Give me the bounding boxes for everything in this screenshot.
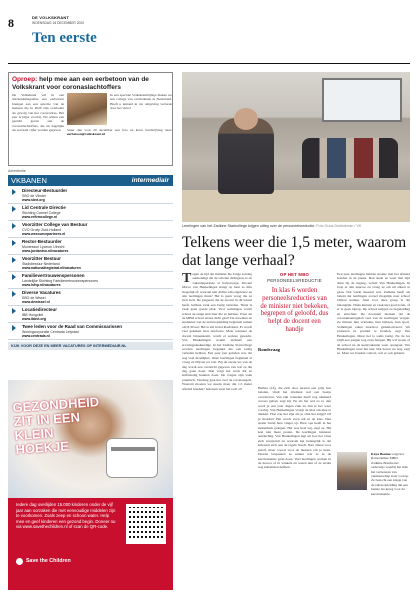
vacancy-url[interactable]: www.lsfvp.nl/vacatures (22, 282, 61, 287)
arrow-icon (12, 274, 16, 280)
qr-code-pattern (129, 507, 163, 541)
photo-window (322, 78, 402, 122)
article-headline: Telkens weer die 1,5 meter, waarom dat lange verhaal? (182, 234, 407, 269)
article-column-3 (337, 272, 410, 590)
vacancy-org: Stichting Carmel College (22, 210, 61, 215)
vacancy-item[interactable] (8, 272, 173, 289)
vacancy-org: Stadsbestuur Nederland (22, 261, 60, 266)
vacancy-title: Rector-Bestuurder (22, 239, 62, 244)
oproep-title (12, 76, 172, 91)
vacancy-url[interactable]: www.centrada.nl (22, 333, 50, 338)
save-the-children-ad[interactable] (8, 380, 173, 590)
author-name: Kaya Bouma (371, 452, 391, 456)
vacancy-item[interactable] (8, 306, 173, 323)
vacancy-title: Diverse Vacatures (22, 290, 61, 295)
column-2-text: Hamza (16), die zich door leraren een prijs laat betalen, vindt het allemaal wel een beetje overdreven. Van zijn vrienden heeft nog niemand corona gehad, zegt hij. En als het wel zo is, dan word je een paar dagen ziek en dan is het weer voorbij. Van Heukelingen vraagt de klas om mee te denken. Hoe zou het zijn als je oma het krijgt? Of je moeder? Het wordt even stil in de klas. Dan steekt Sarah haar vinger op. Haar opa heeft in het ziekenhuis gelegen. Het was heel erg, zegt ze. Hij kon niet meer praten. De leerlingen luisteren aandachtig. Van Heukelingen legt uit hoe het virus zich verspreidt en waarom het belangrijk is dat iedereen zich aan de regels houdt. Niet alleen voor jezelf, maar vooral voor de mensen om je heen. Daarna bespreken ze samen wat ze in de kerstvakantie gaan doen. Veel leerlingen werken in de horeca of in winkels en weten niet of ze straks nog inkomsten hebben. (258, 386, 331, 470)
photo-caption-text: Leerlingen van het Zadkine Startcollege krijgen uitleg over de personeelsreductie. (182, 224, 316, 228)
arrow-icon (12, 240, 16, 246)
oproep-email-link[interactable]: eerbetoon@volkskrant.nl (67, 132, 105, 137)
vacancy-url[interactable]: www.ibbvt.org (22, 316, 46, 321)
vacancy-org: SBO de Vlinder (22, 193, 47, 198)
oproep-photo (67, 93, 107, 125)
vacancy-org: Landelijke Stichting Familievertrouwenspersonen (22, 278, 99, 283)
qr-code-icon[interactable] (126, 504, 166, 544)
advertorial-label: Advertentie (8, 169, 26, 173)
oproep-left-text: De Volkskrant wil in een afscheidsmagazine een eerbetoon brengen aan een selectie van de mensen die in 2020 zijn overleden als gevolg van het coronavirus. Het jaar is bijna voorbij. We willen een gezicht geven aan de coronaslachtoffers, die nu dagelijks als een kaal cijfer worden gegeven. (12, 93, 64, 133)
newspaper-name: DE VOLKSKRANT (32, 15, 70, 20)
intermediair-logo: intermediair (131, 176, 169, 184)
vacancy-title: Locatiedirecteur (22, 307, 58, 312)
column-3-text: Een paar leerlingen hebben moeite met het afstand houden in de pauze. Dan staan ze weer met zijn allen bij de ingang, vertelt Van Heukelingen. Ik loop er dan naartoe en vraag ze om uit elkaar te gaan. Dat werkt meestal wel. Zadkine heeft als beleid dat leerlingen zoveel mogelijk naar school blijven komen. Juist voor deze groep is dat belangrijk. Thuis kunnen ze vaak niet goed leren, of er is geen laptop. Op school krijgen ze begeleiding en structuur. De docenten merken dat de coronamaatregelen veel van de leerlingen vragen. Ze missen hun vrienden, hun bijbaan, hun sport. Sommigen raken daardoor gedemotiveerd. We proberen ze positief te houden, zegt Van Heukelingen. Maar het is soms lastig. Na de les blijft een jongen nog even hangen. Hij wil weten of de school na de kerstvakantie weer opengaat. Van Heukelingen weet het niet. Dat horen we nog, zegt ze. Maar we houden contact, wat er ook gebeurt. (337, 272, 410, 356)
article-column-1 (182, 272, 252, 590)
vacancy-url[interactable]: www.nationalitegistrat.nl/vacaturen (22, 265, 81, 270)
ad-soap-icon (106, 438, 158, 478)
vkbanen-logo (11, 176, 47, 185)
photo-students (302, 138, 398, 178)
vacancy-title: Voorzitter College van Bestuur (22, 222, 88, 227)
oproep-right-text: In een speciale Volkskrantbijlage maken we een collage van overledenen in Nederland. Heeft u iemand in uw omgeving verloren door het virus? (110, 93, 172, 111)
save-the-children-logo-icon (16, 558, 23, 565)
vacancy-title: Directeur-Bestuurder (22, 188, 68, 193)
vacancy-url[interactable]: www.erfirmcollege.nl (22, 214, 58, 219)
vacancy-title: Twee leden voor de Raad van Commissarissen (22, 324, 122, 329)
vacancy-item[interactable] (8, 255, 173, 272)
vacancy-org: Montessori Lyceum Utrecht (22, 244, 65, 249)
vacancy-item[interactable] (8, 221, 173, 238)
photo-desk (182, 190, 410, 222)
arrow-icon (12, 257, 16, 263)
oproep-cta (67, 128, 172, 164)
save-the-children-logo: Save the Children (26, 558, 71, 564)
soap-lines (111, 447, 155, 451)
vacancy-url[interactable]: www.dewissel.nl (22, 299, 50, 304)
header-rule (8, 63, 410, 64)
vkbanen-logo-banen: BANEN (21, 176, 47, 185)
issue-date: WOENSDAG 16 DECEMBER 2020 (32, 21, 85, 25)
ad-headline: GEZONDHEID ZIT IN EEN KLEIN HOEKJE (12, 394, 100, 458)
vkbanen-logo-vk: VK (11, 176, 22, 185)
vacancy-url[interactable]: www.wesourcepartners.nl (22, 231, 66, 236)
photo-teacher-face (234, 108, 258, 130)
photo-credit: Foto Guus Dubbelman / VK (316, 224, 362, 228)
vacancy-title: Lid Centrale Directie (22, 205, 66, 210)
vkbanen-bar (8, 175, 173, 186)
author-box (371, 452, 410, 496)
vacancy-url[interactable]: www.sbvt.org (22, 197, 45, 202)
vacancy-title: Voorzitter Bestuur (22, 256, 61, 261)
arrow-icon (12, 189, 16, 195)
vacancy-item[interactable] (8, 204, 173, 221)
vacancy-org: SBO de Wissel (22, 295, 46, 300)
kicker-red: OP HET MBO (279, 272, 310, 277)
vacancy-item[interactable] (8, 289, 173, 306)
arrow-icon (12, 223, 16, 229)
arrow-icon (12, 325, 16, 331)
page-number: 8 (8, 16, 14, 30)
photo-caption (182, 224, 410, 228)
oproep-box (8, 72, 173, 166)
vacancy-item[interactable] (8, 238, 173, 255)
ad-body-text: Iedere dag overlijden 15.000 kinderen onder de vijf jaar aan oorzaken die met eenvoudige middelen zijn te voorkomen. Zoals zeep en schoon water. Help mee en geef kinderen een gezond begin. Doneer nu via www.savethechildren.nl of scan de QR-code. (16, 502, 116, 530)
vacancy-footer-link[interactable]: KIJK VOOR DEZE EN MEER VACATURES OP INTERMEDIAIR.NL (8, 342, 173, 350)
vacancy-item[interactable] (8, 323, 173, 340)
arrow-icon (12, 308, 16, 314)
article-subhead: Rondvraag (258, 347, 280, 352)
oproep-cta-text: Stuur dan voor 20 december een foto en korte beschrijving naar: (67, 128, 172, 132)
author-bio: volgt het Rotterdamse MBO. Zadkine Bouma het oederwijs waarbij het mbo het verbeteren van vakmanschap staat voorop. Ze bezocht een klasje van de entreeopleiding die een laatste les kreeg voor de kerstvakantie. (371, 452, 410, 496)
column-1-text: egen de tijd dat minister De Jonge zondag aankondigt dat de scholen dichtgaan, is de vakantieperiode al halverwege. Docent Marco van Heukelingen slaagt op haar zo min mogelijk af: waarom niet dichte schoolgebouw en alle leerlingen thuis? Het is geen vraag die ze zich stelt. De jongeren die de docent in dit lokaal heeft, hebben vaak een lastig verleden. Thuis is vaak geen goede plek. Voor sommigen vormt school de enige structuur die ze hebben. Waar als de MBO school straks dicht gaat? De docenten en studenten van de entreeopleiding beginnen samen om 8.30 uur. Het is stil in het klaslokaal. Er wordt veel gekeken naar telefoons. Maar wanneer de docent binnenkomt, wordt er serieus gewerkt. Van Heukelingen noemt zichzelf een ervaringsdeskundige. In het Zadkine Startcollege worden leerlingen begeleid die een lastig verleden hebben. Een paar jaar geleden was dat nog veel moeilijker. Onze leerlingen beginnen al vroeg en blijven tot laat. Bij de eerste les van de dag wordt een overzicht gegeven van wat ze die dag gaan doen. Dan volgt het werk dat ze zelfstandig kunnen doen. De vragen zijn vaak praktisch. Vandaag gaat het over de coronaregels. Waarom moeten we steeds maar die 1,5 meter afstand houden? Iedereen weet het toch al? (182, 272, 252, 391)
oproep-title-rest: help mee aan een eerbetoon van de Volkskrant voor coronaslachtoffers (12, 76, 149, 91)
article-photo (182, 72, 410, 222)
vacancy-url[interactable]: www.jordanino.nl/vacatures (22, 248, 69, 253)
drop-cap: T (182, 272, 192, 286)
kicker: PERSONEELSREDUCTIE (267, 278, 322, 283)
vacancy-org: IBB Hoogvliet (22, 312, 44, 317)
article-intro: In klas 6 worden personeelsreducties van de minister niet bekeken, begrepen of geloofd, dus helpt de docent een handje (260, 287, 329, 333)
arrow-icon (12, 291, 16, 297)
arrow-icon (12, 206, 16, 212)
vacancy-item[interactable] (8, 187, 173, 204)
author-photo (337, 452, 367, 490)
section-title: Ten eerste (32, 30, 97, 46)
oproep-title-bold: Oproep: (12, 76, 38, 83)
article-column-2 (258, 272, 331, 590)
vacancy-org: Woningcorporatie Centrada Lelystad (22, 329, 79, 334)
vacancy-org: CVO Groep Zuid-Holland (22, 227, 62, 232)
vacancy-title: Familievertrouwenspersonen (22, 273, 85, 278)
